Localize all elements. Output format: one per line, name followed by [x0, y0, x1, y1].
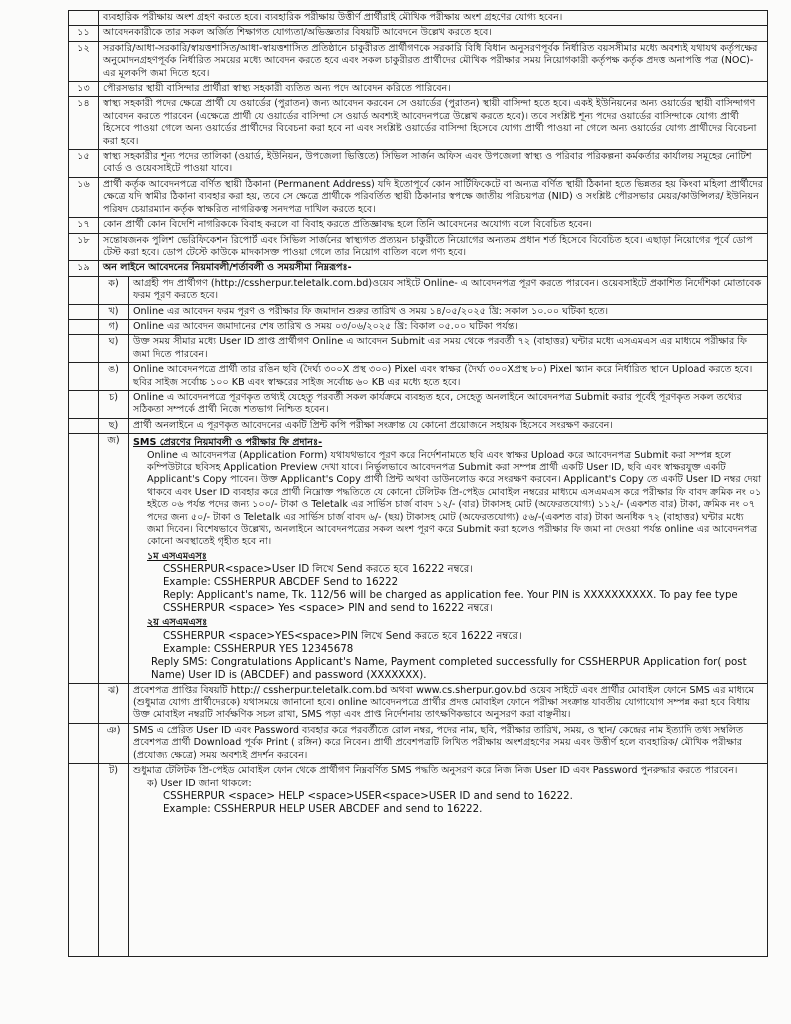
recovery-section	[129, 764, 768, 957]
sub-text: প্রবেশপত্র প্রাপ্তির বিষয়টি http:// cssherpur.teletalk.com.bd অথবা www.cs.sherpur.gov.bd ওয়েব সাইটে এবং প্রার্থীর মোবাইল ফোনে SMS এর মাধ্যমে (শুধুমাত্র যোগ্য প্রার্থীদেরকে) যথাসময়ে জানানো হবে। online আবেদনপত্রে প্রার্থীর প্রদত্ত মোবাইল ফোনে পরীক্ষা সংক্রান্ত যাবতীয় যোগাযোগ সম্পন্ন করা হবে বিধায় উক্ত মোবাইল নম্বরটি সার্বক্ষণিক সচল রাখা, SMS পড়া এবং প্রাপ্ত নির্দেশনায় তাৎক্ষণিকভাবে অনুসরণ করা বাঞ্ছনীয়।	[129, 683, 768, 723]
sms1-reply: Reply: Applicant's name, Tk. 112/56 will be charged as application fee. Your PIN is XXXXXXXXXX. To pay fee type CSSHERPUR <space> Yes <space> PIN and send to 16222 নম্বরে।	[163, 590, 738, 615]
sub-label: ঘ)	[99, 335, 129, 363]
sub-row	[69, 276, 768, 304]
sub-label: ঝ)	[99, 683, 129, 723]
sub-label: খ)	[99, 304, 129, 319]
row-number	[69, 11, 99, 26]
sub-label: ঞ)	[99, 723, 129, 763]
sub-text: Online আবেদনপত্রে প্রার্থী তার রঙিন ছবি (দৈর্ঘ্য ৩০০X প্রস্থ ৩০০) Pixel এবং স্বাক্ষর (দৈর্ঘ্য ৩০০Xপ্রস্থ ৮০) Pixel স্ক্যান করে নির্ধারিত স্থানে Upload করতে হবে। ছবির সাইজ সর্বোচ্চ ১০০ KB এবং স্বাক্ষরের সাইজ সর্বোচ্চ ৬০ KB এর মধ্যে হতে হবে।	[129, 363, 768, 391]
recovery-subheading: ক) User ID জানা থাকলে:	[147, 777, 252, 789]
sub-label: ট)	[99, 764, 129, 957]
sub-row	[69, 390, 768, 418]
sub-label: জ)	[99, 434, 129, 683]
instructions-table	[68, 10, 768, 957]
sms2-reply: Reply SMS: Congratulations Applicant's Name, Payment completed successfully for CSSHERPUR Application for( post Name) User ID is (ABCDEF) and password (XXXXXXX).	[151, 656, 747, 681]
sub-row	[69, 304, 768, 319]
section-heading: অন লাইনে আবেদনের নিয়মাবলী/শর্তাবলী ও সময়সীমা নিম্নরূপঃ-	[99, 261, 768, 276]
sms2-format: CSSHERPUR <space>YES<space>PIN লিখে Send করতে হবে 16222 নম্বরে।	[163, 630, 522, 642]
sub-label: ক)	[99, 276, 129, 304]
sub-text: Online এ আবেদনপত্রে পূরণকৃত তথ্যই যেহেতু পরবর্তী সকল কার্যক্রমে ব্যবহৃত হবে, সেহেতু অনলাইনে আবেদনপত্র Submit করার পূর্বেই পূরণকৃত সকল তথ্যের সঠিকতা সম্পর্কে প্রার্থী নিজে শতভাগ নিশ্চিত হবেন।	[129, 390, 768, 418]
row-text: সরকারি/আধা-সরকারি/স্বায়ত্তশাসিত/আধা-স্বায়ত্তশাসিত প্রতিষ্ঠানে চাকুরীরত প্রার্থীগণকে সরকারি বিধি বিধান অনুসরণপূর্বক নির্ধারিত বয়সসীমার মধ্যে অবশ্যই যথাযথ কর্তৃপক্ষের অনুমোদনগ্রহণপূর্বক নির্ধারিত সময়ের মধ্যে আবেদন করতে হবে এবং সকল চাকুরীরত প্রার্থীদের মৌখিক পরীক্ষার সময় নিয়োগকারী কর্তৃপক্ষ কর্তৃক প্রদত্ত অনাপত্তি পত্র (NOC)- এর মূলকপি জমা দিতে হবে।	[99, 41, 768, 81]
sub-text: Online এর আবেদন জমাদানের শেষ তারিখ ও সময় ০৩/০৬/২০২৫ খ্রি: বিকাল ০৫.০০ ঘটিকা পর্যন্ত।	[129, 319, 768, 334]
row-text: প্রার্থী কর্তৃক আবেদনপত্রে বর্ণিত স্থায়ী ঠিকানা (Permanent Address) যদি ইতোপূর্বে কোন সার্টিফিকেটে বা অন্যত্র বর্ণিত স্থায়ী ঠিকানা হতে ভিন্নতর হয় কিংবা মহিলা প্রার্থীদের ক্ষেত্রে যদি স্বামীর ঠিকানা ব্যবহার করা হয়, তবে সে ক্ষেত্রে প্রার্থীকে পরিবর্তিত স্থায়ী ঠিকানার স্বপক্ষে জাতীয় পরিচয়পত্র (NID) ও সংশ্লিষ্ট পৌরসভার মেয়র/কাউন্সিলর/ ইউনিয়ন পরিষদ চেয়ারম্যান কর্তৃক স্বাক্ষরিত নাগরিকত্ব সনদপত্র দাখিল করতে হবে।	[99, 177, 768, 217]
sms-heading: SMS প্রেরণের নিয়মাবলী ও পরীক্ষার ফি প্রদানঃ-	[133, 437, 323, 449]
row-text: স্বাস্থ্য সহকারী পদের ক্ষেত্রে প্রার্থী যে ওয়ার্ডের (পুরাতন) জন্য আবেদন করবেন সে ওয়ার্ডের (পুরাতন) স্থায়ী বাসিন্দা হতে হবে। একই ইউনিয়নের অন্য ওয়ার্ডের স্থায়ী বাসিন্দাগণ আবেদন করতে পারবেন (এক্ষেত্রে প্রার্থী যে ওয়ার্ডের বাসিন্দা সে ওয়ার্ড অবশ্যই আবেদনপত্রে উল্লেখ করতে হবে)। তবে সংশ্লিষ্ট শূন্য পদের ওয়ার্ডের বাসিন্দাকে যোগ্য প্রার্থী হিসেবে পাওয়া গেলে অন্য ওয়ার্ডের প্রার্থীদের বিবেচনা করা হবে না এবং সংশ্লিষ্ট ওয়ার্ডের বাসিন্দা হিসেবে যোগ্য প্রার্থী পাওয়া না গেলে অন্য ওয়ার্ডের যোগ্য প্রার্থীদের বিবেচনা করা হবে।	[99, 97, 768, 150]
sms2-heading: ২য় এসএমএসঃ	[147, 617, 208, 629]
sub-row	[69, 418, 768, 433]
row-number: ১৬	[69, 177, 99, 217]
recovery-format: CSSHERPUR <space> HELP <space>USER<space>USER ID and send to 16222.	[163, 790, 573, 802]
sub-label: ঙ)	[99, 363, 129, 391]
table-row	[69, 82, 768, 97]
sms1-format: CSSHERPUR<space>User ID লিখে Send করতে হবে 16222 নম্বরে।	[163, 564, 473, 576]
table-row	[69, 218, 768, 233]
table-row	[69, 26, 768, 41]
row-number: ১৩	[69, 82, 99, 97]
sub-row	[69, 683, 768, 723]
table-row	[69, 177, 768, 217]
table-row	[69, 233, 768, 261]
row-number: ১২	[69, 41, 99, 81]
sub-row	[69, 319, 768, 334]
recovery-example: Example: CSSHERPUR HELP USER ABCDEF and send to 16222.	[163, 803, 483, 815]
row-text: কোন প্রার্থী কোন বিদেশি নাগরিককে বিবাহ করলে বা বিবাহ করতে প্রতিজ্ঞাবদ্ধ হলে তিনি আবেদনের অযোগ্য বলে বিবেচিত হবেন।	[99, 218, 768, 233]
sub-row	[69, 335, 768, 363]
sub-row	[69, 363, 768, 391]
recovery-text: শুধুমাত্র টেলিটক প্রি-পেইড মোবাইল ফোন থেকে প্রার্থীগণ নিম্নবর্ণিত SMS পদ্ধতি অনুসরণ করে নিজ নিজ User ID এবং Password পুনরুদ্ধার করতে পারবেন।	[133, 765, 738, 777]
sub-text: Online এর আবেদন ফরম পূরণ ও পরীক্ষার ফি জমাদান শুরুর তারিখ ও সময় ১৪/০৫/২০২৫ খ্রি: সকাল ১০.০০ ঘটিকা হতে।	[129, 304, 768, 319]
sub-label: ছ)	[99, 418, 129, 433]
row-text: আবেদনকারীকে তার সকল অর্জিত শিক্ষাগত যোগ্যতা/অভিজ্ঞতার বিষয়টি আবেদনে উল্লেখ করতে হবে।	[99, 26, 768, 41]
sub-label: গ)	[99, 319, 129, 334]
sub-text: উক্ত সময় সীমার মধ্যে User ID প্রাপ্ত প্রার্থীগণ Online এ আবেদন Submit এর সময় থেকে পরবর্তী ৭২ (বাহাত্তর) ঘন্টার মধ্যে এসএমএস এর মাধ্যমে পরীক্ষার ফি জমা দিতে পারবেন।	[129, 335, 768, 363]
sub-text: প্রার্থী অনলাইনে এ পূরণকৃত আবেদনের একটি প্রিন্ট কপি পরীক্ষা সংক্রান্ত যে কোনো প্রয়োজনে সহায়ক হিসেবে সংরক্ষণ করবেন।	[129, 418, 768, 433]
sub-text: আগ্রহী পদ প্রার্থীগণ (http://cssherpur.teletalk.com.bd)ওয়েব সাইটে Online- এ আবেদনপত্র পূরণ করতে পারবেন। ওয়েবসাইটে প্রকাশিত নির্দেশিকা মোতাবেক ফরম পূরণ করতে হবে।	[129, 276, 768, 304]
sms-row	[69, 434, 768, 683]
table-row	[69, 97, 768, 150]
sms1-heading: ১ম এসএমএসঃ	[147, 550, 207, 562]
sub-label: চ)	[99, 390, 129, 418]
row-number: ১৭	[69, 218, 99, 233]
row-number: ১১	[69, 26, 99, 41]
row-text: পৌরসভার স্থায়ী বাসিন্দার প্রার্থীরা স্বাস্থ্য সহকারী ব্যতিত অন্য পদে আবেদন করিতে পারিবেন।	[99, 82, 768, 97]
row-text: ব্যবহারিক পরীক্ষায় অংশ গ্রহণ করতে হবে। ব্যবহারিক পরীক্ষায় উত্তীর্ণ প্রার্থীরাই মৌখিক পরীক্ষায় অংশ গ্রহণের যোগ্য হবেন।	[99, 11, 768, 26]
sub-row	[69, 723, 768, 763]
sub-row	[69, 764, 768, 957]
table-row	[69, 11, 768, 26]
row-number: ১৪	[69, 97, 99, 150]
row-number: ১৯	[69, 261, 99, 276]
sub-text: SMS এ প্রেরিত User ID এবং Password ব্যবহার করে পরবর্তীতে রোল নম্বর, পদের নাম, ছবি, পরীক্ষার তারিখ, সময়, ও স্থান/ কেন্দ্রের নাম ইত্যাদি তথ্য সম্বলিত প্রবেশপত্র প্রার্থী Download পূর্বক Print ( রঙ্গিন) করে নিবেন। প্রার্থী প্রবেশপত্রটি লিখিত পরীক্ষায় অংশগ্রহণের সময় এবং উত্তীর্ণ হলে ব্যবহারিক/ মৌখিক পরীক্ষার (প্রযোজ্য ক্ষেত্রে) সময় অবশ্যই প্রদর্শন করবেন।	[129, 723, 768, 763]
row-number: ১৮	[69, 233, 99, 261]
sms-section	[129, 434, 768, 683]
table-row	[69, 41, 768, 81]
row-text: সন্তোষজনক পুলিশ ভেরিফিকেশন রিপোর্ট এবং সিভিল সার্জনের স্বাস্থ্যগত প্রত্যয়ন চাকুরীতে নিয়োগের অন্যতম প্রধান শর্ত হিসেবে বিবেচিত হবে। এছাড়া নিয়োগের পূর্বে ডোপ টেস্ট করা হবে। ডোপ টেস্টে কাউকে মাদকাসক্ত পাওয়া গেলে তার নিয়োগ বাতিল বলে গণ্য হবে।	[99, 233, 768, 261]
sms-body: Online এ আবেদনপত্র (Application Form) যথাযথভাবে পূরণ করে নির্দেশনামতে ছবি এবং স্বাক্ষর Upload করে আবেদনপত্র Submit করা সম্পন্ন হলে কম্পিউটারে ছবিসহ Application Preview দেখা যাবে। নির্ভুলভাবে আবেদনপত্র Submit করা সম্পন্ন প্রার্থী একটি User ID, ছবি এবং স্বাক্ষরযুক্ত একটি Applicant's Copy পাবেন। উক্ত Applicant's Copy প্রার্থী প্রিন্ট অথবা ডাউনলোড করে সংরক্ষণ করবেন। Applicant's Copy তে একটি User ID নম্বর দেয়া থাকবে এবং User ID ব্যবহার করে প্রার্থী নিম্নোক্ত পদ্ধতিতে যে কোনো টেলিটক প্রি-পেইড মোবাইল নম্বরের মাধ্যমে এসএমএস করে পরীক্ষার ফি বাবদ ক্রমিক নং ০১ হইতে ০৬ পর্যন্ত পদের জন্য ১০০/- টাকা ও Teletalk এর সার্ভিস চার্জ বাবদ ১২/- (বার) টাকাসহ মোট (অফেরতযোগ্য) ১১২/- (একশত বার) টাকা, ক্রমিক নং ০৭ পদের জন্য ৫০/- টাকা ও Teletalk এর সার্ভিস চার্জ বাবদ ৬/- (ছয়) টাকাসহ মোট (অফেরতযোগ্য) ৫৬/-(একশত বার) টাকা অনধিক ৭২ (বাহাত্তর) ঘন্টার মধ্যে জমা দিবেন। বিশেষভাবে উল্লেখ্য, অনলাইনে আবেদনপত্রের সকল অংশ পূরণ করে Submit করা হলেও পরীক্ষার ফি জমা না দেওয়া পর্যন্ত online এর আবেদনপত্র কোনো অবস্থাতেই গৃহীত হবে না।	[147, 449, 762, 548]
sms2-example: Example: CSSHERPUR YES 12345678	[163, 643, 354, 655]
sms1-example: Example: CSSHERPUR ABCDEF Send to 16222	[163, 577, 399, 589]
row-text: স্বাস্থ্য সহকারীর শূন্য পদের তালিকা (ওয়ার্ড, ইউনিয়ন, উপজেলা ভিত্তিতে) সিভিল সার্জন অফিস এবং উপজেলা স্বাস্থ্য ও পরিবার পরিকল্পনা কর্মকর্তার কার্যালয় সমূহের নোটিশ বোর্ড ও ওয়েবসাইটে পাওয়া যাবে।	[99, 150, 768, 178]
table-row	[69, 150, 768, 178]
row-number: ১৫	[69, 150, 99, 178]
table-row	[69, 261, 768, 276]
